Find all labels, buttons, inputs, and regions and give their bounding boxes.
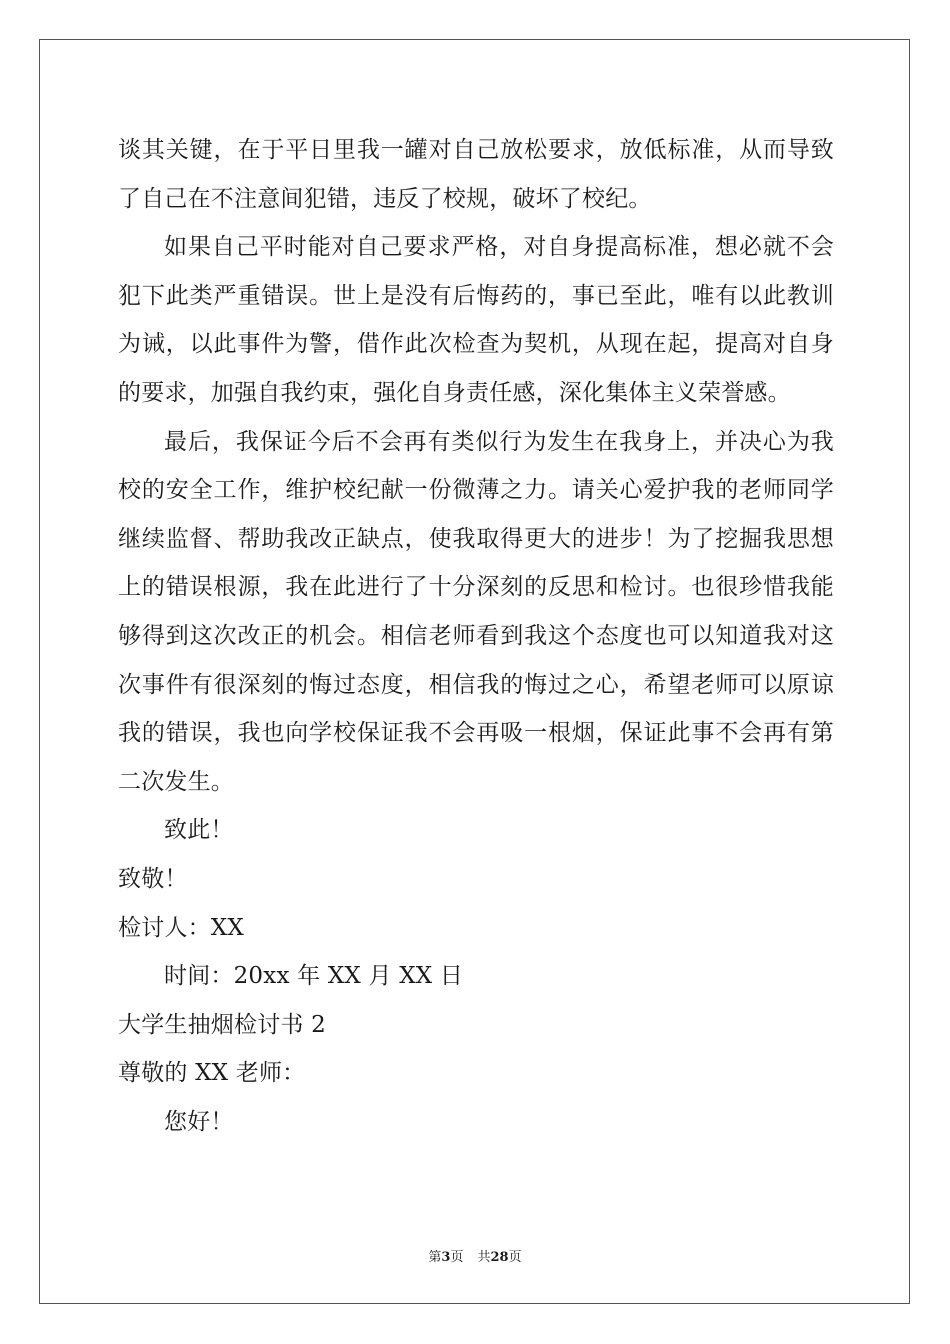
salute-line: 致敬！ bbox=[118, 865, 188, 892]
page-number: 3 bbox=[441, 1250, 451, 1265]
page-prefix: 第 bbox=[428, 1250, 442, 1265]
total-pages: 28 bbox=[490, 1250, 509, 1265]
page-footer bbox=[0, 1246, 950, 1265]
greeting-line: 您好！ bbox=[164, 1108, 234, 1135]
paragraph-2: 如果自己平时能对自己要求严格，对自身提高标准，想必就不会犯下此类严重错误。世上是没有后悔药的，事已至此，唯有以此教训为诫，以此事件为警，借作此次检查为契机，从现在起，提高对自身的要求，加强自我约束，强化自身责任感，深化集体主义荣誉感。 bbox=[118, 234, 834, 406]
document-body bbox=[118, 126, 834, 1146]
page-suffix: 页 bbox=[450, 1250, 464, 1265]
closing-line: 致此！ bbox=[164, 817, 234, 844]
section-title: 大学生抽烟检讨书 2 bbox=[118, 1011, 326, 1038]
total-prefix: 共 bbox=[477, 1250, 491, 1265]
paragraph-3: 最后，我保证今后不会再有类似行为发生在我身上，并决心为我校的安全工作，维护校纪献一份微薄之力。请关心爱护我的老师同学继续监督、帮助我改正缺点，使我取得更大的进步！为了挖掘我思想上的错误根源，我在此进行了十分深刻的反思和检讨。也很珍惜我能够得到这次改正的机会。相信老师看到我这个态度也可以知道我对这次事件有很深刻的悔过态度，相信我的悔过之心，希望老师可以原谅我的错误，我也向学校保证我不会再吸一根烟，保证此事不会再有第二次发生。 bbox=[118, 428, 834, 795]
paragraph-1: 谈其关键，在于平日里我一罐对自己放松要求，放低标准，从而导致了自己在不注意间犯错，违反了校规，破坏了校纪。 bbox=[118, 137, 834, 212]
total-suffix: 页 bbox=[508, 1250, 522, 1265]
author-line: 检讨人：XX bbox=[118, 914, 244, 941]
date-line: 时间：20xx 年 XX 月 XX 日 bbox=[164, 963, 464, 990]
greeting-recipient: 尊敬的 XX 老师： bbox=[118, 1060, 306, 1087]
